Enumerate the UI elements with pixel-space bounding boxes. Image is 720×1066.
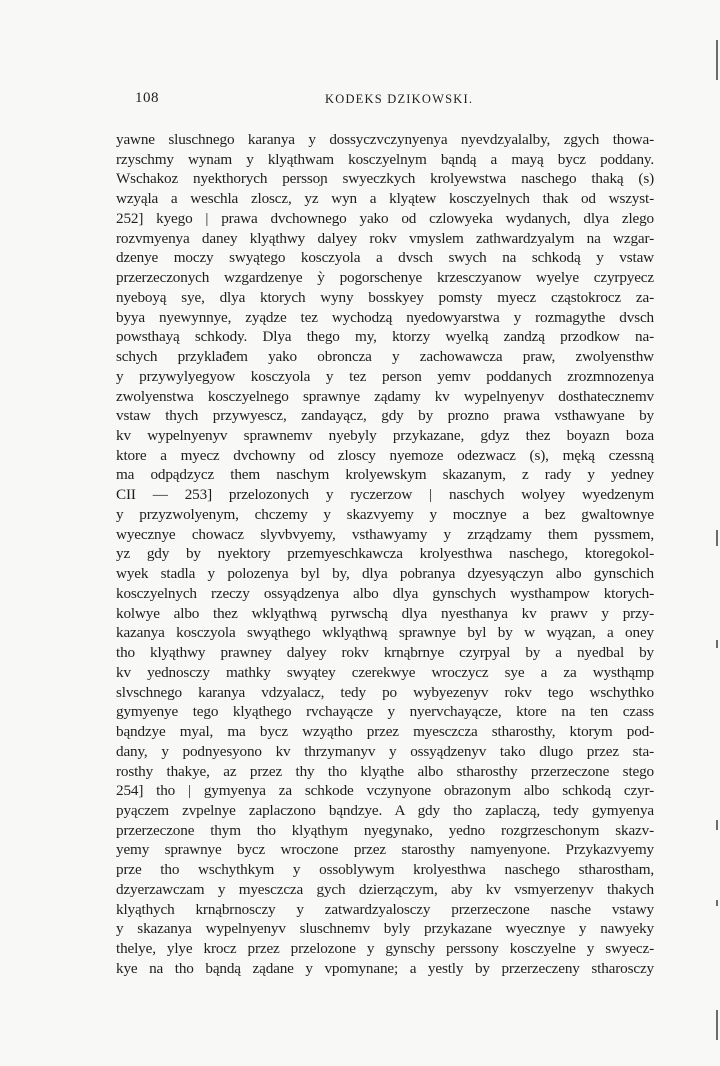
text-line: rosthy thakye, az przez thy tho klyąthe albo stharosthy przerzeczone stego: [116, 762, 654, 780]
text-line: dzenye moczy swyątego kosczyola a dvsch swych na schkodą y vstaw: [116, 249, 654, 267]
text-line: yemy sprawnye bycz wroczone przez starosthy namyenyone. Przykazvyemy: [116, 841, 654, 859]
text-line: rzyschmy wynam y klyąthwam kosczyelnym bąndą a mayą bycz poddany.: [116, 150, 654, 168]
text-line: rozvmyenya daney klyąthwy dalyey rokv vmyslem zathwardzyalym na wzgar-: [116, 229, 654, 247]
text-line: thelye, ylye krocz przez przelozone y gynschy perssony kosczyelne y swyecz-: [116, 940, 654, 958]
text-line: yawne sluschnego karanya y dossyczvczynyenya nyevdzyalalby, zgych thowa-: [116, 131, 654, 148]
text-line: wyek stadla y polozenya byl by, dlya pobranya dzyesyączyn albo gynschich: [116, 565, 654, 583]
text-line: byya nyewynnye, zyądze tez wychodzą nyedowyarstwa y rozmagythe dvsch: [116, 308, 654, 326]
text-line: gymyenye tego klyąthego rvchayącze y nyervchayącze, ktore na ten czass: [116, 703, 654, 721]
text-line: y przywylyegyow kosczyola y tez person yemv poddanych zrozmnozenya: [116, 367, 654, 385]
text-line: CII — 253] przelozonych y ryczerzow | naschych wolyey wyedzenym: [116, 486, 654, 504]
text-line: vstaw thych przywyescz, zandayącz, gdy by prozno prawa vsthawyane by: [116, 407, 654, 425]
text-line: powsthayą schkody. Dlya thego my, ktorzy wyelką zandzą przodkow na-: [116, 328, 654, 346]
scan-edge-mark: [716, 900, 718, 906]
running-title: KODEKS DZIKOWSKI.: [325, 92, 474, 106]
text-line: dzyerzawczam y myesczcza gych dzierzączym, aby kv vsmyerzenyv thakych: [116, 880, 654, 898]
text-line: bąndzye myal, ma bycz wzyątho przez myesczcza stharosthy, ktorym pod-: [116, 723, 654, 741]
page-header: [135, 90, 652, 110]
text-line: schych przyklađem yako obroncza y zachowawcza praw, zwolyensthw: [116, 348, 654, 366]
text-line: klyąthych krnąbrnosczy y zatwardzyalosczy przerzeczone nasche vstawy: [116, 900, 654, 918]
text-line: tho klyąthwy prawney dalyey rokv krnąbrnye czyrpyal by a nyedbal by: [116, 644, 654, 662]
text-line: dany, y podnyesyono kv thrzymanyv y ossyądzenyv tako dlugo przez sta-: [116, 742, 654, 760]
text-line: kolwye albo thez wklyąthwą pyrwschą dlya nyesthanya kv prawv y przy-: [116, 604, 654, 622]
text-line: kazanya kosczyola swyąthego wklyąthwą sprawnye byl by w wyązan, a oney: [116, 624, 654, 642]
text-line: pyączem zvpelnye zaplaczono bąndzye. A gdy tho zaplaczą, tedy gymyenya: [116, 801, 654, 819]
text-line: y skazanya wypelnyenyv sluschnemv byly przykazane wyecznye y nawyeky: [116, 920, 654, 938]
text-line: przerzeczone thym tho klyąthym nyegynako, yedno rozgrzeschonym skazv-: [116, 821, 654, 839]
text-line: slvschnego karanya vdzyalacz, tedy po wybyezenyv rokv tego wschythko: [116, 683, 654, 701]
text-line: kv yednosczy mathky swyątey czerekwye wroczycz sye a za wysthąmp: [116, 663, 654, 681]
scan-edge-mark: [716, 820, 718, 830]
text-line: nyeboyą sye, dlya ktorych wyny bosskyey pomsty myecz cząstokrocz za-: [116, 288, 654, 306]
text-line: kosczyelnych rzeczy ossyądzenya albo dlya gynschych wysthampow ktorych-: [116, 584, 654, 602]
text-line: y przyzwolyenym, chczemy y skazvyemy y mocznye a bez gwaltownye: [116, 505, 654, 523]
text-line: kv wypelnyenyv sprawnemv nyebyly przykazane, gdyz thez boyazn boza: [116, 427, 654, 445]
text-line: ktore a myecz dvchowny od zloscy nyemoze odezwacz (s), męką czessną: [116, 446, 654, 464]
text-line: yz gdy by nyektory przemyeschkawcza krolyesthwa naschego, ktoregokol-: [116, 545, 654, 563]
scan-edge-mark: [716, 1010, 718, 1040]
scan-edge-mark: [716, 40, 718, 80]
text-line: Wschakoz nyekthorych perssoɲ swyeczkych krolyewstwa naschego thaką (s): [116, 170, 654, 188]
text-line: 252] kyego | prawa dvchownego yako od czlowyeka wydanych, dlya zlego: [116, 209, 654, 227]
text-line: wzyąla a weschla zloscz, yz wyn a klyątew kosczyelnych thak od wszyst-: [116, 190, 654, 208]
text-line: wyecznye chowacz slyvbvyemy, vsthawyamy y zrządzamy them pyssmem,: [116, 525, 654, 543]
body-text: [116, 130, 654, 979]
text-line: zwolyenstwa kosczyelnego sprawnye ządamy kv wypelnyenyv dosthatecznemv: [116, 387, 654, 405]
scan-edge-mark: [716, 640, 718, 648]
text-line: ma odpądzycz them naschym krolyewskym skazanym, z rady y yedney: [116, 466, 654, 484]
page-number: 108: [135, 90, 159, 106]
text-line: kye na tho bąndą ządane y vpomynane; a yestly by przerzeczeny stharosczy: [116, 959, 654, 977]
text-line: przerzeczonych wzgardzenye ỳ pogorschenye krzesczyanow wyelye czyrpyecz: [116, 269, 654, 287]
text-line: 254] tho | gymyenya za schkode vczynyone obrazonym albo schkodą czyr-: [116, 782, 654, 800]
text-line: prze tho wschythkym y ossoblywym krolyesthwa naschego stharostham,: [116, 861, 654, 879]
scan-edge-mark: [716, 530, 718, 546]
